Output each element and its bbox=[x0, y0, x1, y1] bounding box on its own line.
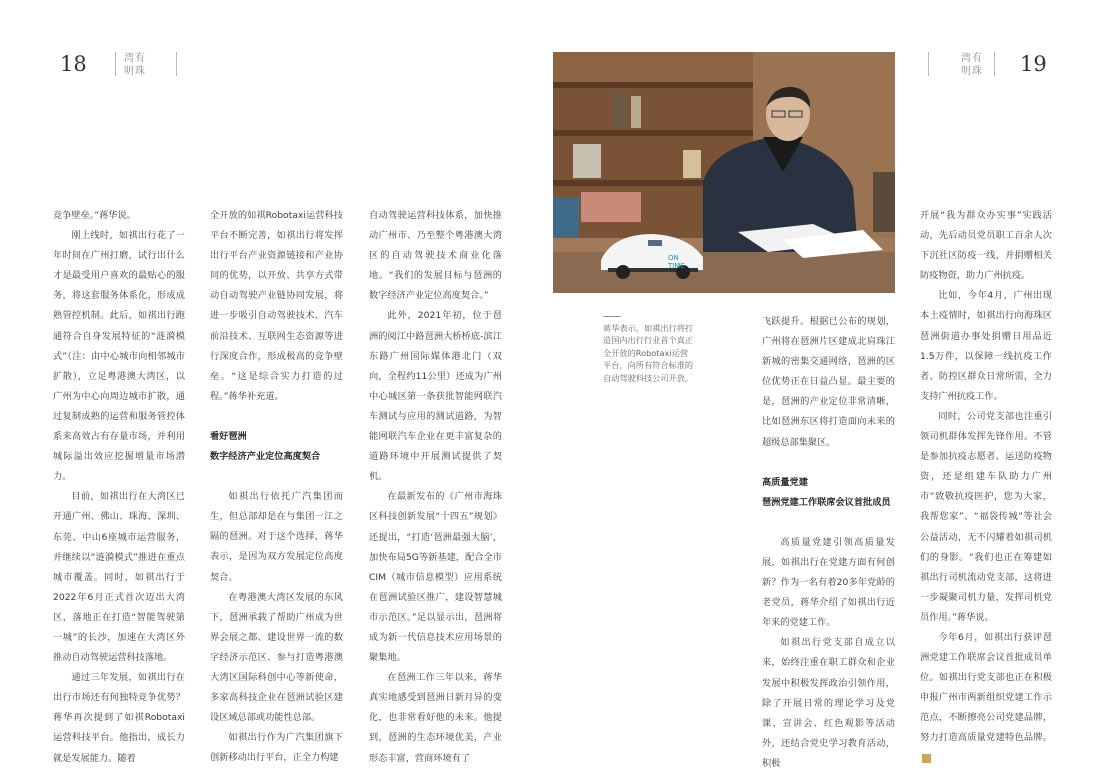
left-magazine-name bbox=[124, 52, 146, 78]
left-page-number: 18 bbox=[60, 52, 87, 76]
section-heading-line1: 高质量党建 bbox=[762, 476, 808, 488]
paragraph: 开展“我为群众办实事”实践活动，先后动员党员职工百余人次下沉社区防疫一线，并捐赠相关防疫物资，助力广州抗疫。 bbox=[920, 210, 1052, 282]
photo-caption: 蒋华表示，如祺出行将打造国内出行行业首个真正全开放的Robotaxi运营平台，向所有符合标准的自动驾驶科技公司开放。 bbox=[603, 323, 694, 383]
paragraph: 如祺出行作为广汽集团旗下创新移动出行平台，正全力构建 bbox=[210, 732, 343, 764]
paragraph: 高质量党建引领高质量发展，如祺出行在党建方面有何创新？作为一名有着20多年党龄的老党员，蒋华介绍了如祺出行近年来的党建工作。 bbox=[762, 536, 895, 629]
right-header-divider bbox=[994, 52, 995, 76]
paragraph: 此外，2021年初，位于琶洲的阅江中路琶洲大桥桥底-滨江东路广州国际媒体港北门（双向，全程约11公里）还成为广州中心城区第一条获批智能网联汽车测试与应用的测试道路，为智能网联汽车企业在更丰富复杂的道路环境中开展测试提供了契机。 bbox=[369, 310, 502, 483]
paragraph: 如祺出行党支部自成立以来，始终注重在职工群众和企业发展中积极发挥政治引领作用，除了开展日常的理论学习及党课、宣讲会、红色观影等活动外，还结合党史学习教育活动，积极 bbox=[762, 637, 895, 769]
paragraph: 全开放的如祺Robotaxi运营科技平台不断完善，如祺出行将发挥出行平台产业资源链接和产业协同的优势，以开放、共享方式带动自动驾驶产业链协同发展，将进一步吸引自动驾驶技术、汽车前沿技术、互联网生态资源等进行深度合作，形成极高的竞争壁垒。“这是综合实力打造的过程。”蒋华补充道。 bbox=[210, 210, 343, 402]
right-magazine-line1: 湾有 bbox=[961, 53, 983, 64]
text-column-4 bbox=[762, 312, 895, 774]
left-header-divider bbox=[115, 52, 116, 76]
car-logo-time: TIME bbox=[668, 262, 685, 270]
left-header-divider-end bbox=[176, 52, 177, 76]
car-logo-on: ON bbox=[668, 254, 679, 262]
paragraph: 目前，如祺出行在大湾区已开通广州、佛山、珠海、深圳、东莞、中山6座城市运营服务，并继续以“涟漪模式”推进在重点城市覆盖。同时，如祺出行于2022年6月正式首次迈出大湾区，落地正在打造“智能驾驶第一城”的长沙，加速在大湾区外推动自动驾驶运营科技落地。 bbox=[53, 491, 185, 664]
text-column-2 bbox=[210, 206, 343, 768]
right-page-number: 19 bbox=[1020, 52, 1047, 76]
paragraph: 在粤港澳大湾区发展的东风下，琶洲承载了帮助广州成为世界会展之都、建设世界一流的数字经济示范区、参与打造粤港澳大湾区国际科创中心等新使命，多家高科技企业在琶洲试验区建设区域总部或功能性总部。 bbox=[210, 591, 343, 724]
article-end-icon bbox=[922, 754, 931, 763]
left-magazine-line1: 湾有 bbox=[124, 53, 146, 64]
final-paragraph-text: 今年6月，如祺出行获评琶洲党建工作联席会议首批成员单位。如祺出行党支部也正在积极申报广州市两新组织党建工作示范点，不断擦亮公司党建品牌，努力打造高质量党建特色品牌。 bbox=[920, 631, 1052, 744]
text-column-5 bbox=[920, 206, 1052, 769]
paragraph: 竞争壁垒。”蒋华说。 bbox=[53, 210, 136, 221]
text-column-1 bbox=[53, 206, 185, 769]
section-heading-line2: 琶洲党建工作联席会议首批成员 bbox=[762, 496, 891, 508]
paragraph: 自动驾驶运营科技体系，加快推动广州市、乃至整个粤港澳大湾区的自动驾驶技术商业化落地。“我们的发展目标与琶洲的数字经济产业定位高度契合。” bbox=[369, 210, 502, 302]
right-magazine-line2: 明珠 bbox=[961, 66, 983, 77]
text-column-3 bbox=[369, 206, 502, 769]
paragraph: 在琶洲工作三年以来，蒋华真实地感受到琶洲日新月异的变化，也非常看好他的未来。他提到，琶洲的生态环境优美，产业形态丰富，营商环境有了 bbox=[369, 672, 502, 764]
paragraph: 通过三年发展，如祺出行在出行市场还有何独特竞争优势？蒋华再次提到了如祺Robotaxi运营科技平台。他指出，成长力就是发展能力。随着 bbox=[53, 672, 185, 764]
right-header-divider-start bbox=[928, 52, 929, 76]
paragraph: 如祺出行依托广汽集团而生，但总部却是在与集团一江之隔的琶洲。对于这个选择，蒋华表示，是因为双方发展定位高度契合。 bbox=[210, 491, 343, 583]
office-scene-illustration bbox=[553, 52, 895, 293]
paragraph: 飞跃提升。根据已公布的规划，广州将在琶洲片区建成北肩珠江新城的密集交通网络，琶洲的区位优势正在日益凸显。最主要的是，琶洲的产业定位非常清晰，比如琶洲东区将打造面向未来的超级总部集聚区。 bbox=[762, 316, 895, 448]
section-heading-line2: 数字经济产业定位高度契合 bbox=[210, 451, 321, 463]
paragraph: 比如，今年4月，广州出现本土疫情时，如祺出行向海珠区琶洲街道办事处捐赠日用品近1.5万件，以保障一线抗疫工作者、防控区群众日常所需，全力支持广州抗疫工作。 bbox=[920, 290, 1052, 402]
paragraph bbox=[920, 628, 1052, 769]
caption-rule bbox=[603, 316, 621, 317]
paragraph: 在最新发布的《广州市海珠区科技创新发展“十四五”规划》还提出，“打造‘琶洲最强大脑’，加快布局5G等新基建，配合全市CIM（城市信息模型）应用系统在琶洲试验区推广，建设智慧城市示范区。”足以显示出，琶洲将成为新一代信息技术应用场景的聚集地。 bbox=[369, 491, 502, 664]
interview-photo bbox=[553, 52, 895, 293]
right-magazine-name bbox=[961, 52, 983, 78]
section-heading-line1: 看好琶洲 bbox=[210, 430, 247, 442]
left-magazine-line2: 明珠 bbox=[124, 66, 146, 77]
paragraph: 刚上线时，如祺出行花了一年时间在广州打磨，试行出什么才是最受用户喜欢的最贴心的服务，将这套服务体系化，形成成熟管控机制。此后，如祺出行跑通符合自身发展特征的“涟漪模式”（注：由中心城市向相邻城市扩散），立足粤港澳大湾区，以广州为中心向周边城市扩散，通过复制成熟的运营和服务管控体系来高效占有存量市场，并利用城际溢出效应挖掘增量市场潜力。 bbox=[53, 230, 185, 483]
paragraph: 同时，公司党支部也注重引领司机群体发挥先锋作用。不管是参加抗疫志愿者、运送防疫物资，还是组建车队助力广州市“致敬抗疫医护，您为大家，我帮您家”、“福袋传城”等社会公益活动，无不闪耀着如祺司机们的身影。“我们也正在筹建如祺出行司机流动党支部，这将进一步凝聚司机力量，发挥司机党员作用。”蒋华说。 bbox=[920, 410, 1052, 623]
